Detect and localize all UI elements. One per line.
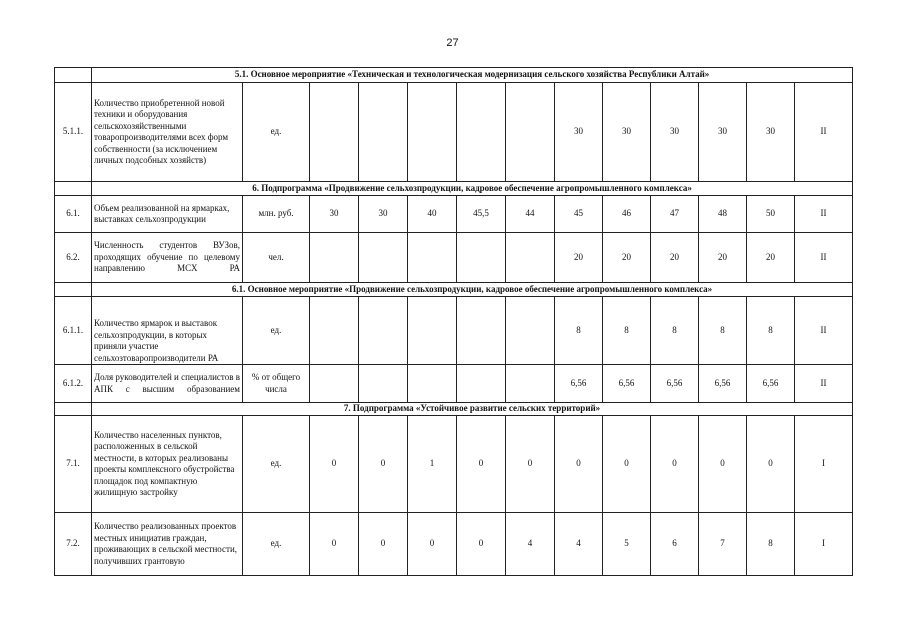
value-cell: 40 — [408, 196, 457, 233]
table-row — [55, 513, 853, 576]
indicators-table — [54, 67, 853, 576]
section-header-row — [55, 403, 853, 416]
indicator-name: Доля руководителей и специалистов в АПК с высшим образованием — [92, 365, 243, 403]
value-cell: 0 — [457, 416, 506, 513]
indicator-name: Объем реализованной на ярмарках, выставках сельхозпродукции — [92, 196, 243, 233]
value-cell — [457, 233, 506, 283]
mark-cell: II — [795, 83, 853, 182]
value-cell: 0 — [408, 513, 457, 576]
empty-cell — [55, 182, 92, 196]
value-cell: 45 — [555, 196, 603, 233]
value-cell: 30 — [699, 83, 747, 182]
value-cell — [359, 365, 408, 403]
value-cell — [359, 233, 408, 283]
row-number: 6.1. — [55, 196, 92, 233]
value-cell: 7 — [699, 513, 747, 576]
value-cell: 0 — [747, 416, 795, 513]
empty-cell — [55, 283, 92, 297]
value-cell: 0 — [359, 416, 408, 513]
value-cell: 0 — [310, 416, 359, 513]
value-cell: 0 — [651, 416, 699, 513]
unit-cell: ед. — [243, 297, 310, 365]
empty-cell — [55, 403, 92, 416]
value-cell — [506, 365, 555, 403]
unit-cell: ед. — [243, 513, 310, 576]
value-cell — [408, 365, 457, 403]
section-title: 6.1. Основное мероприятие «Продвижение сельхозпродукции, кадровое обеспечение агропромышленного комплекса» — [92, 283, 853, 297]
value-cell: 30 — [555, 83, 603, 182]
value-cell — [310, 233, 359, 283]
section-title: 5.1. Основное мероприятие «Техническая и технологическая модернизация сельского хозяйства Республики Алтай» — [92, 68, 853, 83]
indicator-name: Количество ярмарок и выставок сельхозпродукции, в которых приняли участие сельхозтоваропроизводители РА — [92, 297, 243, 365]
section-title: 6. Подпрограмма «Продвижение сельхозпродукции, кадровое обеспечение агропромышленного комплекса» — [92, 182, 853, 196]
row-number: 6.2. — [55, 233, 92, 283]
value-cell: 5 — [603, 513, 651, 576]
value-cell: 47 — [651, 196, 699, 233]
value-cell: 8 — [747, 513, 795, 576]
value-cell: 0 — [506, 416, 555, 513]
mark-cell: II — [795, 297, 853, 365]
value-cell: 0 — [310, 513, 359, 576]
section-header-row — [55, 68, 853, 83]
value-cell: 20 — [747, 233, 795, 283]
mark-cell: I — [795, 513, 853, 576]
value-cell: 8 — [651, 297, 699, 365]
section-title: 7. Подпрограмма «Устойчивое развитие сельских территорий» — [92, 403, 853, 416]
unit-cell: ед. — [243, 83, 310, 182]
table-row — [55, 196, 853, 233]
indicator-name: Численность студентов ВУЗов, проходящих обучение по целевому направлению МСХ РА — [92, 233, 243, 283]
value-cell: 1 — [408, 416, 457, 513]
mark-cell: I — [795, 416, 853, 513]
row-number: 5.1.1. — [55, 83, 92, 182]
value-cell: 0 — [603, 416, 651, 513]
table-row — [55, 416, 853, 513]
value-cell: 46 — [603, 196, 651, 233]
row-number: 7.1. — [55, 416, 92, 513]
value-cell: 30 — [651, 83, 699, 182]
value-cell: 4 — [555, 513, 603, 576]
value-cell: 6,56 — [603, 365, 651, 403]
row-number: 7.2. — [55, 513, 92, 576]
value-cell: 4 — [506, 513, 555, 576]
value-cell — [359, 83, 408, 182]
table-row — [55, 365, 853, 403]
value-cell: 8 — [699, 297, 747, 365]
table-row — [55, 83, 853, 182]
value-cell: 6,56 — [747, 365, 795, 403]
value-cell: 48 — [699, 196, 747, 233]
value-cell: 30 — [359, 196, 408, 233]
value-cell — [506, 297, 555, 365]
value-cell: 45,5 — [457, 196, 506, 233]
mark-cell: II — [795, 196, 853, 233]
indicator-name: Количество населенных пунктов, расположенных в сельской местности, в которых реализованы проекты комплексного обустройства площадок под компактную жилищную застройку — [92, 416, 243, 513]
row-number: 6.1.1. — [55, 297, 92, 365]
value-cell — [359, 297, 408, 365]
value-cell: 8 — [747, 297, 795, 365]
section-header-row — [55, 182, 853, 196]
value-cell — [408, 297, 457, 365]
value-cell — [457, 83, 506, 182]
unit-cell: млн. руб. — [243, 196, 310, 233]
unit-cell: ед. — [243, 416, 310, 513]
value-cell: 20 — [651, 233, 699, 283]
value-cell: 0 — [699, 416, 747, 513]
value-cell: 20 — [699, 233, 747, 283]
value-cell: 30 — [747, 83, 795, 182]
value-cell — [457, 365, 506, 403]
value-cell: 20 — [555, 233, 603, 283]
value-cell — [408, 83, 457, 182]
value-cell — [310, 83, 359, 182]
indicator-name: Количество приобретенной новой техники и оборудования сельскохозяйственными товаропроизводителями всех форм собственности (за исключением личных подсобных хозяйств) — [92, 83, 243, 182]
table-row — [55, 233, 853, 283]
value-cell: 30 — [310, 196, 359, 233]
table-row — [55, 297, 853, 365]
indicator-name: Количество реализованных проектов местных инициатив граждан, проживающих в сельской местности, получивших грантовую — [92, 513, 243, 576]
row-number: 6.1.2. — [55, 365, 92, 403]
value-cell: 6,56 — [555, 365, 603, 403]
value-cell: 0 — [555, 416, 603, 513]
value-cell — [506, 233, 555, 283]
page-number: 27 — [446, 37, 459, 49]
section-header-row — [55, 283, 853, 297]
value-cell — [310, 365, 359, 403]
value-cell — [506, 83, 555, 182]
unit-cell: % от общего числа — [243, 365, 310, 403]
mark-cell: II — [795, 233, 853, 283]
value-cell: 8 — [603, 297, 651, 365]
value-cell: 6 — [651, 513, 699, 576]
unit-cell: чел. — [243, 233, 310, 283]
value-cell: 50 — [747, 196, 795, 233]
value-cell: 6,56 — [651, 365, 699, 403]
mark-cell: II — [795, 365, 853, 403]
value-cell: 0 — [457, 513, 506, 576]
value-cell — [457, 297, 506, 365]
value-cell — [310, 297, 359, 365]
value-cell: 20 — [603, 233, 651, 283]
empty-cell — [55, 68, 92, 83]
value-cell: 8 — [555, 297, 603, 365]
value-cell — [408, 233, 457, 283]
value-cell: 6,56 — [699, 365, 747, 403]
value-cell: 44 — [506, 196, 555, 233]
value-cell: 0 — [359, 513, 408, 576]
value-cell: 30 — [603, 83, 651, 182]
